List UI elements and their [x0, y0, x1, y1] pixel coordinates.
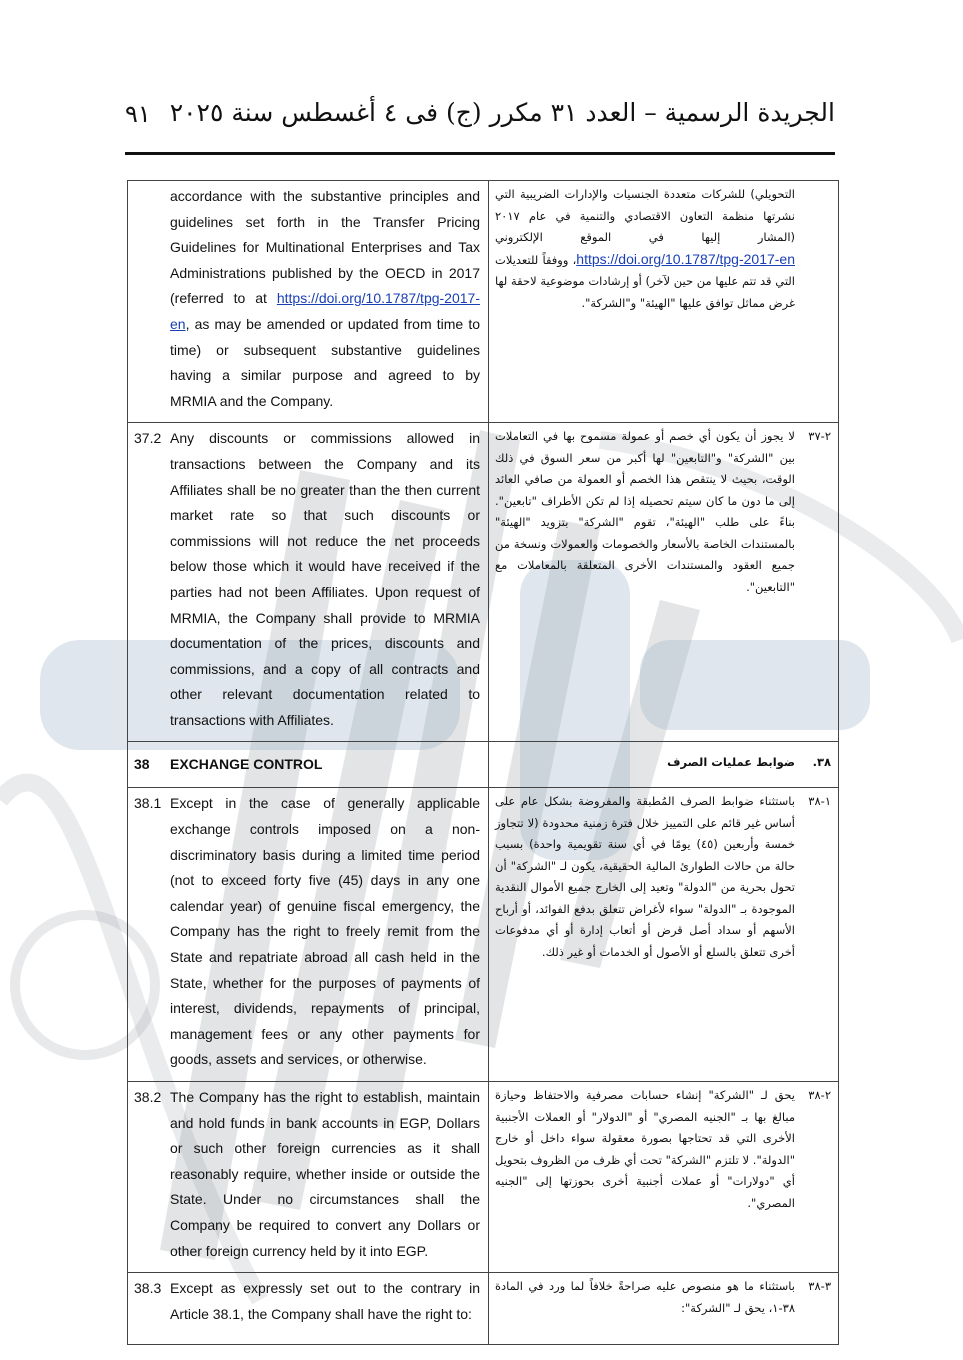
arabic-cell: [489, 181, 839, 423]
arabic-cell: [489, 1273, 839, 1345]
clause-text-ar: باستثناء ضوابط الصرف المُطبقة والمفروضة بشكل عام على أساس غير قائم على التمييز خلال فترة زمنية محدودة (لا تتجاوز خمسة وأربعين (٤٥) يومًا في أي سنة تقويمية واحدة) بسبب حالة من حالات الطوارئ المالية الحقيقية، يكون لـ "الشركة" أن تحول بحرية من "الدولة" وتعيد إلى الخارج جميع الأموال النقدية الموجودة بـ "الدولة" سواء لأغراض تتعلق بدفع الفوائد، أو أرباح الأسهم أو سداد أصل قرض أو أتعاب إدارة أو أي مدفوعات أخرى تتعلق بالسلع أو الأصول أو الخدمات أو غير ذلك.: [495, 794, 795, 959]
clause-text-ar: لا يجوز أن يكون أي خصم أو عمولة مسموح بها في التعاملات بين "الشركة" و"التابعين" لها أكبر من سعر السوق في ذلك الوقت، بحيث لا ينتقص هذا الخصم أو العمولة من صافي العائد إلى ما دون ما كان سيتم تحصيله إذا لم تكن الأطراف "تابعين". بناءً على طلب "الهيئة"، تقوم "الشركة" بتزويد "الهيئة" بالمستندات الخاصة بالأسعار والخصومات والعمولات ونسخة من جميع العقود والمستندات الأخرى المتعلقة بالمعاملات مع "التابعين".: [495, 429, 795, 594]
table-row: [128, 423, 839, 742]
clause-number-ar: [795, 184, 831, 314]
clause-text: Except in the case of generally applicable exchange controls imposed on a non- discriminatory basis during a limited time period (not to exceed forty five (45) days in any one calendar year) of genuine fiscal emergency, the Company has the right to freely remit from the State and repatriate abroad all cash held in the State, whether for the purposes of payments of interest, dividends, repayments of principal, management fees or any other payments for goods, assets and services, or otherwise.: [170, 795, 480, 1068]
clause-number: 38.1: [134, 795, 162, 812]
bilingual-table: [127, 180, 839, 1345]
arabic-cell: [489, 788, 839, 1082]
oecd-link[interactable]: https://doi.org/10.1787/tpg-2017-en: [170, 290, 480, 332]
clause-text: The Company has the right to establish, maintain and hold funds in bank accounts in EGP, Dollars or such other foreign currencies as it shall reasonably require, whether inside or outside the State. Under no circumstances shall the Company be required to convert any Dollars or other foreign currency held by it into EGP.: [170, 1089, 480, 1259]
clause-number-ar: ٢-٣٨: [808, 1088, 831, 1102]
arabic-cell: [489, 1082, 839, 1273]
english-cell: [128, 423, 489, 742]
page-header: [125, 98, 835, 138]
oecd-link-ar[interactable]: https://doi.org/10.1787/tpg-2017-en: [576, 250, 795, 267]
clause-text-ar: التحويلي) للشركات متعددة الجنسيات والإدارات الضريبية التي نشرتها منظمة التعاون الاقتصادي والتنمية في عام ٢٠١٧ (المشار إليها في الموقع الإلكتروني https://doi.org/10.1787/tpg-2017-en، ووفقاً للتعديلات التي قد تتم عليها من حين لآخر) أو إرشادات موضوعية لاحقة لها غرض مماثل توافق عليها "الهيئة" و"الشركة".: [495, 187, 795, 310]
english-cell: [128, 788, 489, 1082]
clause-number: [134, 184, 170, 414]
english-cell: [128, 1082, 489, 1273]
table-row: [128, 181, 839, 423]
table-row: [128, 742, 839, 788]
table-row: [128, 1273, 839, 1345]
table-row: [128, 1082, 839, 1273]
clause-number: 38.2: [134, 1089, 162, 1105]
english-cell: [128, 181, 489, 423]
clause-number: 37.2: [134, 430, 162, 447]
page-number: ٩١: [125, 100, 151, 128]
clause-text-ar: باستثناء ما هو منصوص عليه صراحةً خلافاً لما ورد في المادة ٣٨-١، يحق لـ "الشركة":: [495, 1279, 795, 1315]
clause-text-ar: يحق لـ "الشركة" إنشاء حسابات مصرفية والاحتفاظ وحيازة مبالغ بها بـ "الجنيه المصري" أو "الدولار" أو العملات الأجنبية الأخرى التي قد تحتاجها بصورة معقولة سواء داخل أو خارج "الدولة". لا تلتزم "الشركة" تحت أي ظرف من الظروف بتحويل أي "دولارات" أو عملات أجنبية أخرى بحوزتها إلى "الجنيه المصري".: [495, 1088, 795, 1210]
section-number: 38: [134, 756, 150, 773]
table-row: [128, 788, 839, 1082]
clause-text: Except as expressly set out to the contrary in Article 38.1, the Company shall have the right to:: [170, 1280, 480, 1322]
clause-text: Any discounts or commissions allowed in transactions between the Company and its Affiliates shall be no greater than the then current market rate so that such discounts or commissions will not reduce the net proceeds below those which it would have received if the parties had not been Affiliates. Upon request of MRMIA, the Company shall provide to MRMIA documentation of the prices, discounts and commissions, and a copy of all contracts and other relevant documentation related to transactions with Affiliates.: [170, 430, 480, 728]
english-cell: [128, 742, 489, 788]
section-heading-ar: ضوابط عمليات الصرف: [667, 755, 795, 770]
arabic-cell: [489, 742, 839, 788]
clause-number-ar: ٣-٣٨: [808, 1279, 831, 1294]
clause-number: 38.3: [134, 1280, 162, 1297]
clause-number-ar: ٢-٣٧: [808, 429, 831, 444]
section-heading: EXCHANGE CONTROL: [170, 756, 323, 773]
clause-number-ar: ١-٣٨: [808, 794, 831, 809]
english-cell: [128, 1273, 489, 1345]
header-rule: [125, 152, 835, 155]
section-number-ar: ٣٨.: [812, 755, 831, 770]
arabic-cell: [489, 423, 839, 742]
gazette-title: الجريدة الرسمية – العدد ٣١ مكرر (ج) فى ٤ أغسطس سنة ٢٠٢٥: [169, 98, 835, 127]
clause-text: accordance with the substantive principles and guidelines set forth in the Transfer Pricing Guidelines for Multinational Enterprises and Tax Administrations published by the OECD in 2017 (referred to at https://doi.org/10.1787/tpg-2017-en, as may be amended or updated from time to time) or subsequent substantive guidelines having a similar purpose and agreed to by MRMIA and the Company.: [170, 188, 480, 409]
